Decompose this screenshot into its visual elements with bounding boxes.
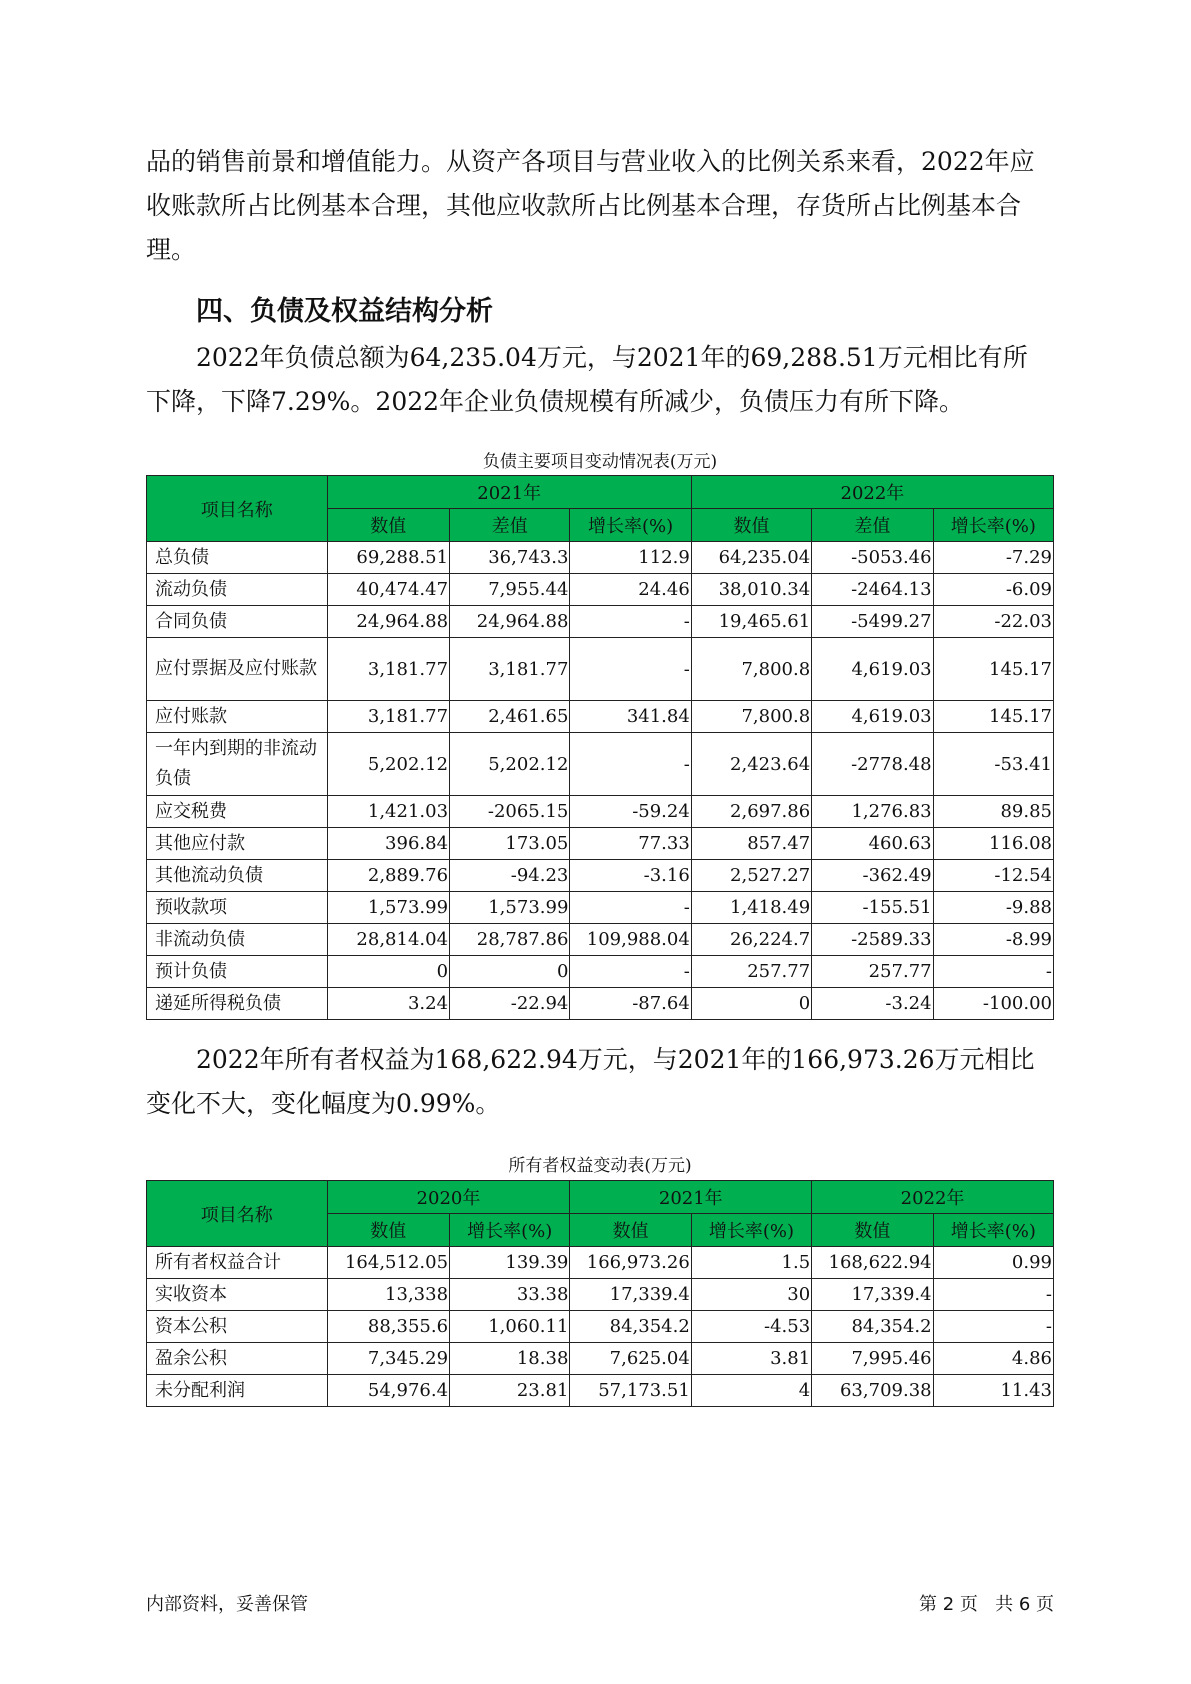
table-cell: -7.29 [933, 542, 1053, 574]
table-cell: 2,697.86 [691, 796, 811, 828]
table-row [147, 1247, 1054, 1279]
table-cell: 1.5 [691, 1247, 811, 1279]
subheader-value: 数值 [327, 1214, 450, 1247]
subheader-value: 数值 [812, 1214, 933, 1247]
row-item-name: 一年内到期的非流动负债 [147, 733, 328, 796]
header-item-name: 项目名称 [147, 476, 328, 542]
row-item-name: 应付票据及应付账款 [147, 638, 328, 701]
table-cell: 0 [450, 956, 570, 988]
table-cell: 257.77 [691, 956, 811, 988]
header-year-2020: 2020年 [327, 1181, 570, 1214]
table-cell: -9.88 [933, 892, 1053, 924]
equity-paragraph: 2022年所有者权益为168,622.94万元，与2021年的166,973.26万元相比变化不大，变化幅度为0.99%。 [146, 1045, 1035, 1118]
equity-table [146, 1180, 1054, 1407]
table-row [147, 924, 1054, 956]
row-item-name: 所有者权益合计 [147, 1247, 328, 1279]
table-cell: 257.77 [812, 956, 933, 988]
table-cell: 7,955.44 [450, 574, 570, 606]
table-cell: - [570, 892, 691, 924]
table-cell: -3.24 [812, 988, 933, 1020]
table-row [147, 860, 1054, 892]
table-cell: - [570, 733, 691, 796]
table-cell: 396.84 [327, 828, 450, 860]
table-cell: 145.17 [933, 638, 1053, 701]
table-row [147, 956, 1054, 988]
table-cell: 109,988.04 [570, 924, 691, 956]
table-cell: 1,418.49 [691, 892, 811, 924]
table-cell: 33.38 [450, 1279, 570, 1311]
table-cell: 84,354.2 [812, 1311, 933, 1343]
table-cell: 139.39 [450, 1247, 570, 1279]
table-row [147, 574, 1054, 606]
table-cell: 1,060.11 [450, 1311, 570, 1343]
table-cell: 341.84 [570, 701, 691, 733]
table-cell: 19,465.61 [691, 606, 811, 638]
table-row [147, 828, 1054, 860]
subheader-growth-rate: 增长率(%) [933, 509, 1053, 542]
row-item-name: 流动负债 [147, 574, 328, 606]
table-cell: -3.16 [570, 860, 691, 892]
table-cell: 40,474.47 [327, 574, 450, 606]
table-cell: 7,800.8 [691, 701, 811, 733]
table-cell: -4.53 [691, 1311, 811, 1343]
table-row [147, 892, 1054, 924]
table-cell: 38,010.34 [691, 574, 811, 606]
table-cell: 36,743.3 [450, 542, 570, 574]
table-cell: -155.51 [812, 892, 933, 924]
header-year-2021: 2021年 [327, 476, 691, 509]
equity-table-caption: 所有者权益变动表(万元) [508, 1156, 692, 1176]
table-cell: - [933, 1311, 1053, 1343]
table-cell: 164,512.05 [327, 1247, 450, 1279]
table-cell: - [933, 1279, 1053, 1311]
table-cell: 24,964.88 [450, 606, 570, 638]
row-item-name: 预收款项 [147, 892, 328, 924]
table-cell: -2778.48 [812, 733, 933, 796]
table-cell: 4,619.03 [812, 701, 933, 733]
table-cell: 54,976.4 [327, 1375, 450, 1407]
subheader-value: 数值 [691, 509, 811, 542]
table-row [147, 638, 1054, 701]
header-year-2022: 2022年 [691, 476, 1053, 509]
table-cell: 3,181.77 [450, 638, 570, 701]
table-cell: 2,889.76 [327, 860, 450, 892]
table-row [147, 1279, 1054, 1311]
table-cell: 4,619.03 [812, 638, 933, 701]
table-cell: 63,709.38 [812, 1375, 933, 1407]
table-cell: 11.43 [933, 1375, 1053, 1407]
table-cell: 4.86 [933, 1343, 1053, 1375]
table-row [147, 988, 1054, 1020]
row-item-name: 未分配利润 [147, 1375, 328, 1407]
table-cell: -53.41 [933, 733, 1053, 796]
table-cell: -22.94 [450, 988, 570, 1020]
table-cell: -12.54 [933, 860, 1053, 892]
row-item-name: 其他应付款 [147, 828, 328, 860]
table-cell: 7,800.8 [691, 638, 811, 701]
table-cell: 13,338 [327, 1279, 450, 1311]
table-cell: 28,787.86 [450, 924, 570, 956]
table-cell: 112.9 [570, 542, 691, 574]
table-cell: 17,339.4 [570, 1279, 691, 1311]
table-cell: 4 [691, 1375, 811, 1407]
table-cell: 17,339.4 [812, 1279, 933, 1311]
table-cell: 1,573.99 [450, 892, 570, 924]
table-row [147, 701, 1054, 733]
table-cell: 88,355.6 [327, 1311, 450, 1343]
footer-page-number: 第 2 页 共 6 页 [919, 1594, 1054, 1615]
table-cell: 3.81 [691, 1343, 811, 1375]
table-cell: - [570, 638, 691, 701]
table-cell: 5,202.12 [450, 733, 570, 796]
table-cell: 30 [691, 1279, 811, 1311]
table-cell: - [933, 956, 1053, 988]
table-cell: 2,527.27 [691, 860, 811, 892]
table-cell: 116.08 [933, 828, 1053, 860]
table-cell: 1,421.03 [327, 796, 450, 828]
table-cell: 84,354.2 [570, 1311, 691, 1343]
table-row [147, 796, 1054, 828]
table-cell: 7,345.29 [327, 1343, 450, 1375]
table-cell: -6.09 [933, 574, 1053, 606]
table-cell: -59.24 [570, 796, 691, 828]
header-year-2022: 2022年 [812, 1181, 1054, 1214]
table-cell: 7,995.46 [812, 1343, 933, 1375]
table-cell: - [570, 606, 691, 638]
row-item-name: 应付账款 [147, 701, 328, 733]
table-cell: 3,181.77 [327, 701, 450, 733]
subheader-value: 数值 [327, 509, 450, 542]
liability-paragraph: 2022年负债总额为64,235.04万元，与2021年的69,288.51万元相比有所下降，下降7.29%。2022年企业负债规模有所减少，负债压力有所下降。 [146, 343, 1028, 416]
row-item-name: 其他流动负债 [147, 860, 328, 892]
table-row [147, 1311, 1054, 1343]
liability-table [146, 475, 1054, 1020]
table-cell: 23.81 [450, 1375, 570, 1407]
subheader-growth-rate: 增长率(%) [450, 1214, 570, 1247]
table-cell: 0.99 [933, 1247, 1053, 1279]
table-cell: 1,573.99 [327, 892, 450, 924]
subheader-difference: 差值 [812, 509, 933, 542]
table-row [147, 542, 1054, 574]
row-item-name: 非流动负债 [147, 924, 328, 956]
table-cell: 18.38 [450, 1343, 570, 1375]
row-item-name: 递延所得税负债 [147, 988, 328, 1020]
subheader-growth-rate: 增长率(%) [691, 1214, 811, 1247]
subheader-difference: 差值 [450, 509, 570, 542]
table-cell: -2464.13 [812, 574, 933, 606]
row-item-name: 合同负债 [147, 606, 328, 638]
table-cell: 64,235.04 [691, 542, 811, 574]
table-cell: 1,276.83 [812, 796, 933, 828]
row-item-name: 盈余公积 [147, 1343, 328, 1375]
section-heading: 四、负债及权益结构分析 [196, 296, 493, 327]
table-cell: 24,964.88 [327, 606, 450, 638]
subheader-growth-rate: 增长率(%) [570, 509, 691, 542]
table-cell: -8.99 [933, 924, 1053, 956]
row-item-name: 应交税费 [147, 796, 328, 828]
table-cell: -2589.33 [812, 924, 933, 956]
row-item-name: 预计负债 [147, 956, 328, 988]
header-item-name: 项目名称 [147, 1181, 328, 1247]
footer-confidential-note: 内部资料，妥善保管 [146, 1594, 308, 1615]
table-cell: 0 [691, 988, 811, 1020]
table-cell: -87.64 [570, 988, 691, 1020]
table-cell: 69,288.51 [327, 542, 450, 574]
table-cell: -5499.27 [812, 606, 933, 638]
table-cell: -362.49 [812, 860, 933, 892]
table-cell: 5,202.12 [327, 733, 450, 796]
subheader-value: 数值 [570, 1214, 691, 1247]
row-item-name: 实收资本 [147, 1279, 328, 1311]
table-cell: 3,181.77 [327, 638, 450, 701]
table-cell: 57,173.51 [570, 1375, 691, 1407]
table-cell: 26,224.7 [691, 924, 811, 956]
table-cell: 28,814.04 [327, 924, 450, 956]
table-cell: -22.03 [933, 606, 1053, 638]
table-cell: 7,625.04 [570, 1343, 691, 1375]
subheader-growth-rate: 增长率(%) [933, 1214, 1053, 1247]
table-cell: 24.46 [570, 574, 691, 606]
table-cell: 145.17 [933, 701, 1053, 733]
table-cell: 168,622.94 [812, 1247, 933, 1279]
table-cell: 2,461.65 [450, 701, 570, 733]
table-cell: 173.05 [450, 828, 570, 860]
table-row [147, 1343, 1054, 1375]
table-cell: 460.63 [812, 828, 933, 860]
header-year-2021: 2021年 [570, 1181, 812, 1214]
table-row [147, 1375, 1054, 1407]
table-cell: -2065.15 [450, 796, 570, 828]
table-cell: 857.47 [691, 828, 811, 860]
table-row [147, 733, 1054, 796]
table-cell: -5053.46 [812, 542, 933, 574]
table-cell: 77.33 [570, 828, 691, 860]
table-cell: 2,423.64 [691, 733, 811, 796]
row-item-name: 资本公积 [147, 1311, 328, 1343]
table-cell: 166,973.26 [570, 1247, 691, 1279]
table-row [147, 606, 1054, 638]
intro-paragraph: 品的销售前景和增值能力。从资产各项目与营业收入的比例关系来看，2022年应收账款所占比例基本合理，其他应收款所占比例基本合理，存货所占比例基本合理。 [146, 147, 1035, 264]
table-cell: 3.24 [327, 988, 450, 1020]
liability-table-caption: 负债主要项目变动情况表(万元) [482, 452, 718, 472]
table-cell: -94.23 [450, 860, 570, 892]
row-item-name: 总负债 [147, 542, 328, 574]
table-cell: 89.85 [933, 796, 1053, 828]
table-cell: 0 [327, 956, 450, 988]
table-cell: - [570, 956, 691, 988]
table-cell: -100.00 [933, 988, 1053, 1020]
